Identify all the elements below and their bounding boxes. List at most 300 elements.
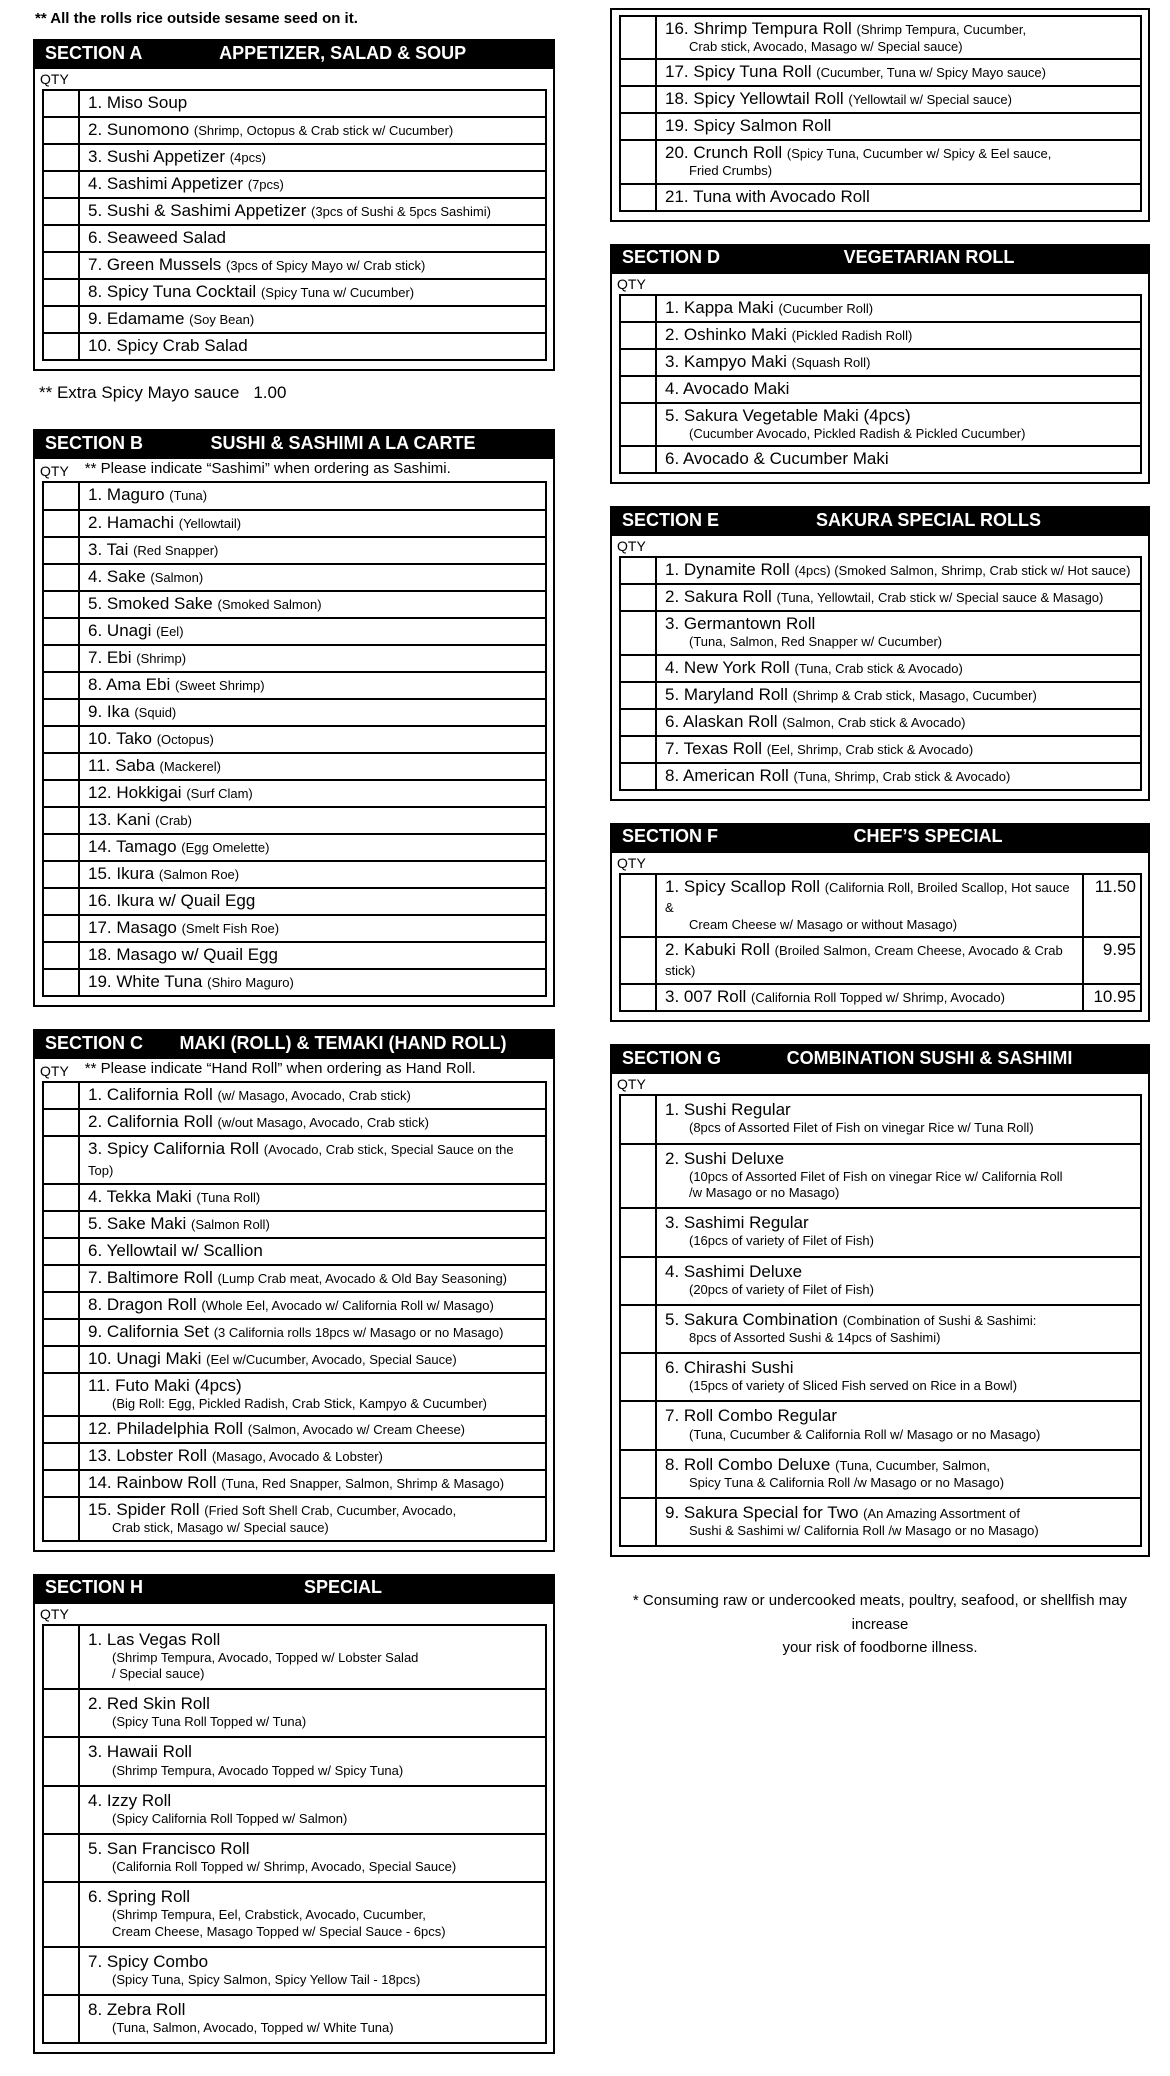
item-main-line: [665, 587, 1136, 607]
qty-input-cell[interactable]: [44, 307, 80, 332]
qty-input-cell[interactable]: [621, 612, 657, 653]
menu-item: [80, 1293, 545, 1318]
items-table: [619, 15, 1142, 212]
item-number: 13.: [88, 1446, 112, 1466]
qty-input-cell[interactable]: [44, 1266, 80, 1291]
item-desc: (Tuna, Shrimp, Crab stick & Avocado): [793, 768, 1011, 784]
menu-item: [657, 1209, 1140, 1255]
qty-input-cell[interactable]: [44, 334, 80, 359]
menu-item: [657, 1499, 1140, 1545]
item-main-line: [88, 513, 541, 533]
item-number: 1.: [665, 876, 680, 896]
item-name: Spicy Tuna Cocktail: [106, 282, 257, 302]
items-table: [619, 294, 1142, 475]
qty-input-cell[interactable]: [44, 592, 80, 617]
item-desc-line: Cream Cheese w/ Masago or without Masago): [689, 917, 958, 933]
item-name: Chirashi Sushi: [683, 1358, 794, 1378]
section-box: [33, 1057, 555, 1551]
item-main-line: [665, 379, 1136, 399]
item-desc: (Fried Soft Shell Crab, Cucumber, Avocado,: [204, 1503, 457, 1519]
item-main-line: [665, 658, 1136, 678]
item-desc-line: (Tuna, Salmon, Red Snapper w/ Cucumber): [689, 634, 943, 650]
qty-input-cell[interactable]: [44, 1212, 80, 1237]
menu-item: [80, 1498, 545, 1539]
qty-input-cell[interactable]: [44, 646, 80, 671]
qty-input-cell[interactable]: [621, 185, 657, 210]
item-name: Sakura Combination: [683, 1309, 838, 1329]
qty-input-cell[interactable]: [44, 511, 80, 536]
menu-item-row: [44, 617, 545, 644]
item-main-line: [88, 93, 541, 113]
qty-input-cell[interactable]: [44, 1948, 80, 1994]
qty-input-cell[interactable]: [44, 1417, 80, 1442]
item-main-line: [88, 1085, 541, 1105]
item-main-line: [665, 19, 1136, 39]
item-number: 9.: [88, 701, 103, 721]
item-desc: (w/ Masago, Avocado, Crab stick): [217, 1088, 411, 1104]
qty-label: QTY: [40, 1063, 69, 1080]
menu-item-row: [44, 752, 545, 779]
qty-input-cell[interactable]: [621, 710, 657, 735]
section-label: SECTION A: [45, 42, 143, 63]
qty-input-cell[interactable]: [44, 172, 80, 197]
item-desc: (Tuna Roll): [196, 1189, 261, 1205]
qty-input-cell[interactable]: [621, 875, 657, 936]
items-table: [619, 556, 1142, 791]
item-name: Oshinko Maki: [683, 324, 787, 344]
menu-item: [657, 1258, 1140, 1304]
item-number: 3.: [665, 987, 680, 1007]
qty-input-cell[interactable]: [621, 938, 657, 983]
item-main-line: [88, 972, 541, 992]
menu-item: [80, 280, 545, 305]
item-number: 2.: [665, 587, 680, 607]
item-desc-line: (Shrimp Tempura, Eel, Crabstick, Avocado, Cucumber,: [112, 1907, 426, 1923]
item-name: Alaskan Roll: [682, 711, 778, 731]
qty-input-cell[interactable]: [44, 1835, 80, 1881]
item-number: 2.: [665, 324, 680, 344]
qty-input-cell[interactable]: [44, 1444, 80, 1469]
qty-input-cell[interactable]: [44, 1738, 80, 1784]
item-number: 17.: [665, 62, 689, 82]
qty-input-cell[interactable]: [44, 565, 80, 590]
qty-input-cell[interactable]: [44, 226, 80, 251]
menu-item: [80, 1626, 545, 1689]
section-e-sakura-special-rolls: [610, 506, 1150, 801]
item-name: Sake Maki: [106, 1213, 187, 1233]
menu-item: [657, 1096, 1140, 1142]
item-price: 11.50: [1082, 875, 1140, 936]
qty-input-cell[interactable]: [621, 1096, 657, 1142]
left-column: [33, 8, 555, 2076]
section-g-combination-sushi-sashimi: [610, 1044, 1150, 1557]
qty-input-cell[interactable]: [621, 404, 657, 445]
menu-item-row: [44, 698, 545, 725]
qty-input-cell[interactable]: [44, 1471, 80, 1496]
item-number: 5.: [88, 1213, 103, 1233]
item-number: 15.: [88, 864, 112, 884]
qty-label: QTY: [617, 854, 646, 871]
item-number: 15.: [88, 1500, 112, 1520]
item-main-line: [665, 1100, 1136, 1120]
item-main-line: [88, 228, 541, 248]
item-number: 13.: [88, 810, 112, 830]
qty-input-cell[interactable]: [44, 808, 80, 833]
item-main-line: [665, 766, 1136, 786]
menu-item: [80, 145, 545, 170]
item-name: Tamago: [116, 837, 177, 857]
menu-item: [80, 1835, 545, 1881]
qty-input-cell[interactable]: [44, 673, 80, 698]
item-main-line: [665, 739, 1136, 759]
menu-item-row: [44, 1415, 545, 1442]
item-number: 1.: [88, 1085, 103, 1105]
menu-item-row: [621, 654, 1140, 681]
qty-input-cell[interactable]: [44, 916, 80, 941]
item-number: 10.: [88, 1348, 112, 1368]
section-a-appetizer-salad-soup: [33, 39, 555, 371]
top-note: ** All the rolls rice outside sesame seed on it.: [35, 10, 358, 27]
item-main-line: [88, 1268, 541, 1288]
item-main-line: [665, 325, 1136, 345]
item-number: 11.: [88, 755, 111, 775]
section-box: [33, 67, 555, 371]
qty-input-cell[interactable]: [44, 118, 80, 143]
item-name: California Roll: [106, 1085, 213, 1105]
menu-item-row: [44, 914, 545, 941]
item-main-line: [665, 1406, 1136, 1426]
menu-item-row: [621, 983, 1140, 1010]
item-desc: (Lump Crab meat, Avocado & Old Bay Seasoning): [217, 1270, 507, 1286]
menu-item-row: [44, 590, 545, 617]
qty-header-row: [35, 459, 553, 479]
qty-input-cell[interactable]: [621, 683, 657, 708]
qty-input-cell[interactable]: [44, 253, 80, 278]
item-desc: (Salmon Roll): [191, 1216, 270, 1232]
item-main-line: [88, 1322, 541, 1342]
qty-input-cell[interactable]: [621, 656, 657, 681]
qty-input-cell[interactable]: [44, 781, 80, 806]
item-desc-line: /w Masago or no Masago): [689, 1185, 840, 1201]
item-main-line: [665, 298, 1136, 318]
qty-input-cell[interactable]: [621, 585, 657, 610]
qty-input-cell[interactable]: [44, 1239, 80, 1264]
item-main-line: [88, 1349, 541, 1369]
item-name: Sashimi Regular: [683, 1213, 809, 1233]
section-title: CHEF’S SPECIAL: [853, 826, 1003, 847]
qty-header-row: [35, 69, 553, 87]
menu-item-row: [44, 1183, 545, 1210]
qty-input-cell[interactable]: [621, 60, 657, 85]
item-main-line: [665, 1358, 1136, 1378]
qty-input-cell[interactable]: [44, 970, 80, 995]
menu-item: [80, 307, 545, 332]
qty-input-cell[interactable]: [44, 727, 80, 752]
qty-input-cell[interactable]: [44, 1137, 80, 1182]
qty-input-cell[interactable]: [44, 91, 80, 116]
qty-input-cell[interactable]: [621, 87, 657, 112]
menu-item-row: [44, 779, 545, 806]
item-desc-line: (Big Roll: Egg, Pickled Radish, Crab Stick, Kampyo & Cucumber): [112, 1395, 487, 1411]
qty-input-cell[interactable]: [44, 1626, 80, 1689]
item-desc-line: (California Roll Topped w/ Shrimp, Avocado, Special Sauce): [112, 1859, 457, 1875]
menu-item-row: [621, 936, 1140, 983]
qty-input-cell[interactable]: [621, 377, 657, 402]
item-main-line: [88, 891, 541, 911]
item-number: 2.: [88, 120, 103, 140]
item-name: Spicy Crab Salad: [116, 336, 248, 356]
item-number: 3.: [88, 539, 103, 559]
menu-item-row: [621, 85, 1140, 112]
qty-input-cell[interactable]: [44, 483, 80, 508]
qty-input-cell[interactable]: [44, 1110, 80, 1135]
menu-item-row: [44, 1372, 545, 1415]
qty-input-cell[interactable]: [621, 558, 657, 583]
menu-item-row: [621, 348, 1140, 375]
menu-item: [657, 1145, 1140, 1208]
qty-input-cell[interactable]: [621, 1145, 657, 1208]
qty-input-cell[interactable]: [44, 1293, 80, 1318]
item-name: Dynamite Roll: [683, 560, 790, 580]
item-main-line: [665, 987, 1078, 1007]
item-desc-line: Cream Cheese, Masago Topped w/ Special Sauce - 6pcs): [112, 1923, 446, 1939]
qty-input-cell[interactable]: [621, 114, 657, 139]
item-name: Sushi Deluxe: [683, 1148, 785, 1168]
qty-input-cell[interactable]: [44, 619, 80, 644]
menu-item: [657, 985, 1082, 1010]
menu-item-row: [621, 681, 1140, 708]
qty-input-cell[interactable]: [44, 199, 80, 224]
menu-item: [80, 727, 545, 752]
menu-item: [80, 1266, 545, 1291]
item-desc: (Cucumber Roll): [778, 300, 874, 316]
menu-item: [80, 808, 545, 833]
menu-item-row: [621, 1304, 1140, 1352]
item-desc: (Shiro Maguro): [207, 975, 294, 991]
item-main-line: [88, 1500, 541, 1520]
qty-input-cell[interactable]: [44, 145, 80, 170]
menu-item-row: [621, 296, 1140, 321]
menu-item: [657, 141, 1140, 182]
qty-input-cell[interactable]: [621, 1402, 657, 1448]
item-name: Spicy Combo: [106, 1951, 209, 1971]
item-main-line: [88, 594, 541, 614]
item-name: Sushi Appetizer: [106, 147, 226, 167]
item-name: Sakura Vegetable Maki (4pcs): [683, 405, 911, 425]
item-name: Kampyo Maki: [683, 351, 787, 371]
item-main-line: [88, 783, 541, 803]
menu-item-row: [621, 1352, 1140, 1400]
item-desc: (Broiled Salmon, Cream Cheese, Avocado & Crab stick): [665, 943, 1063, 979]
qty-input-cell[interactable]: [44, 943, 80, 968]
item-number: 3.: [88, 1742, 103, 1762]
menu-item: [80, 1374, 545, 1415]
item-number: 18.: [665, 89, 689, 109]
item-name: Red Skin Roll: [106, 1694, 210, 1714]
section-box: [610, 272, 1150, 485]
section-note: ** Please indicate “Sashimi” when ordering as Sashimi.: [84, 460, 451, 478]
section-title: VEGETARIAN ROLL: [843, 247, 1015, 268]
item-main-line: [88, 1473, 541, 1493]
qty-input-cell[interactable]: [44, 700, 80, 725]
section-c-maki-temaki: [33, 1029, 555, 1551]
item-main-line: [665, 62, 1136, 82]
section-title: APPETIZER, SALAD & SOUP: [219, 42, 467, 63]
section-header-bar: [33, 39, 555, 67]
qty-input-cell[interactable]: [44, 1083, 80, 1108]
qty-input-cell[interactable]: [44, 835, 80, 860]
qty-input-cell[interactable]: [621, 350, 657, 375]
qty-input-cell[interactable]: [44, 862, 80, 887]
menu-item-row: [44, 1626, 545, 1689]
qty-input-cell[interactable]: [621, 1258, 657, 1304]
qty-input-cell[interactable]: [44, 754, 80, 779]
section-box: [33, 1602, 555, 2055]
item-name: Hokkigai: [116, 782, 182, 802]
item-name: New York Roll: [683, 657, 790, 677]
item-number: 8.: [88, 674, 103, 694]
menu-item-row: [621, 610, 1140, 653]
item-desc: (Spicy Tuna w/ Cucumber): [260, 285, 415, 301]
item-desc: (Yellowtail w/ Special sauce): [848, 92, 1012, 108]
qty-header-row: [35, 1059, 553, 1079]
qty-input-cell[interactable]: [44, 1787, 80, 1833]
qty-input-cell[interactable]: [621, 17, 657, 58]
qty-input-cell[interactable]: [621, 1306, 657, 1352]
item-name: Tako: [116, 728, 152, 748]
item-number: 21.: [665, 186, 689, 206]
item-name: Hawaii Roll: [106, 1742, 192, 1762]
menu-item: [657, 585, 1140, 610]
qty-input-cell[interactable]: [621, 764, 657, 789]
section-note: ** Please indicate “Hand Roll” when ordering as Hand Roll.: [84, 1060, 476, 1078]
menu-item: [80, 1471, 545, 1496]
item-desc: (Squash Roll): [791, 354, 871, 370]
qty-header-row: [35, 1604, 553, 1622]
item-name: American Roll: [682, 765, 789, 785]
item-main-line: [88, 1419, 541, 1439]
qty-input-cell[interactable]: [621, 985, 657, 1010]
qty-input-cell[interactable]: [621, 1354, 657, 1400]
item-number: 7.: [665, 738, 680, 758]
item-name: Ikura w/ Quail Egg: [116, 891, 256, 911]
item-main-line: [88, 621, 541, 641]
item-name: Dragon Roll: [106, 1294, 197, 1314]
menu-item: [80, 226, 545, 251]
qty-input-cell[interactable]: [621, 1451, 657, 1497]
section-box: [610, 534, 1150, 801]
item-desc-line: Spicy Tuna & California Roll /w Masago or no Masago): [689, 1474, 1005, 1490]
menu-item: [80, 118, 545, 143]
menu-item: [657, 1306, 1140, 1352]
qty-input-cell[interactable]: [44, 538, 80, 563]
item-name: Texas Roll: [683, 738, 763, 758]
menu-item-row: [44, 1108, 545, 1135]
menu-item-row: [621, 1449, 1140, 1497]
qty-input-cell[interactable]: [44, 1883, 80, 1946]
item-number: 5.: [88, 201, 103, 221]
item-desc: (3 California rolls 18pcs w/ Masago or no Masago): [213, 1324, 504, 1340]
item-name: Unagi: [106, 620, 152, 640]
qty-input-cell[interactable]: [621, 737, 657, 762]
qty-input-cell[interactable]: [621, 1209, 657, 1255]
item-desc: (4pcs): [229, 150, 266, 166]
qty-input-cell[interactable]: [621, 141, 657, 182]
qty-input-cell[interactable]: [621, 1499, 657, 1545]
qty-input-cell[interactable]: [44, 280, 80, 305]
menu-item-row: [44, 1210, 545, 1237]
menu-item: [657, 710, 1140, 735]
qty-input-cell[interactable]: [44, 1690, 80, 1736]
menu-item-row: [44, 1688, 545, 1736]
menu-item-row: [44, 1881, 545, 1946]
section-label: SECTION H: [45, 1577, 144, 1598]
items-table: [42, 1624, 547, 2045]
menu-item-row: [621, 139, 1140, 182]
qty-input-cell[interactable]: [621, 296, 657, 321]
qty-input-cell[interactable]: [44, 1498, 80, 1539]
item-number: 8.: [665, 1454, 680, 1474]
qty-input-cell[interactable]: [44, 1347, 80, 1372]
qty-input-cell[interactable]: [621, 447, 657, 472]
item-name: Sashimi Deluxe: [683, 1261, 803, 1281]
menu-item: [657, 350, 1140, 375]
qty-input-cell[interactable]: [44, 1320, 80, 1345]
item-main-line: [88, 702, 541, 722]
item-desc-line: (Shrimp Tempura, Avocado Topped w/ Spicy Tuna): [112, 1762, 404, 1778]
item-desc: (7pcs): [247, 177, 284, 193]
item-name: Maguro: [106, 485, 165, 505]
item-desc: (Octopus): [156, 731, 214, 747]
menu-item: [80, 916, 545, 941]
menu-item-row: [621, 708, 1140, 735]
item-main-line: [88, 1791, 541, 1811]
item-name: Tuna with Avocado Roll: [693, 186, 870, 206]
item-number: 1.: [88, 1629, 103, 1649]
menu-item-row: [44, 1135, 545, 1182]
item-desc: (Tuna, Yellowtail, Crab stick w/ Special sauce & Masago): [776, 590, 1104, 606]
foodborne-illness-disclaimer: [610, 1589, 1150, 1659]
qty-input-cell[interactable]: [44, 1374, 80, 1415]
menu-item-row: [621, 1143, 1140, 1208]
menu-item: [80, 862, 545, 887]
item-name: Yellowtail w/ Scallion: [106, 1240, 263, 1260]
item-number: 5.: [665, 405, 680, 425]
menu-item-row: [44, 671, 545, 698]
item-number: 18.: [88, 945, 112, 965]
item-name: Miso Soup: [106, 93, 188, 112]
menu-item-row: [44, 143, 545, 170]
item-number: 2.: [88, 512, 103, 532]
section-d-vegetarian-roll: [610, 244, 1150, 485]
qty-input-cell[interactable]: [621, 323, 657, 348]
qty-input-cell[interactable]: [44, 889, 80, 914]
menu-item-row: [44, 725, 545, 752]
item-name: Spider Roll: [116, 1500, 200, 1520]
item-main-line: [88, 1139, 541, 1179]
qty-input-cell[interactable]: [44, 1996, 80, 2042]
item-number: 8.: [88, 2000, 103, 2020]
menu-item-row: [621, 762, 1140, 789]
menu-item-row: [44, 483, 545, 508]
item-number: 7.: [88, 647, 103, 667]
item-desc-line: (15pcs of variety of Sliced Fish served on Rice in a Bowl): [689, 1378, 1018, 1394]
item-desc-line: (Spicy Tuna Roll Topped w/ Tuna): [112, 1714, 307, 1730]
menu-item: [80, 943, 545, 968]
item-main-line: [88, 255, 541, 275]
item-main-line: [88, 1214, 541, 1234]
qty-input-cell[interactable]: [44, 1185, 80, 1210]
